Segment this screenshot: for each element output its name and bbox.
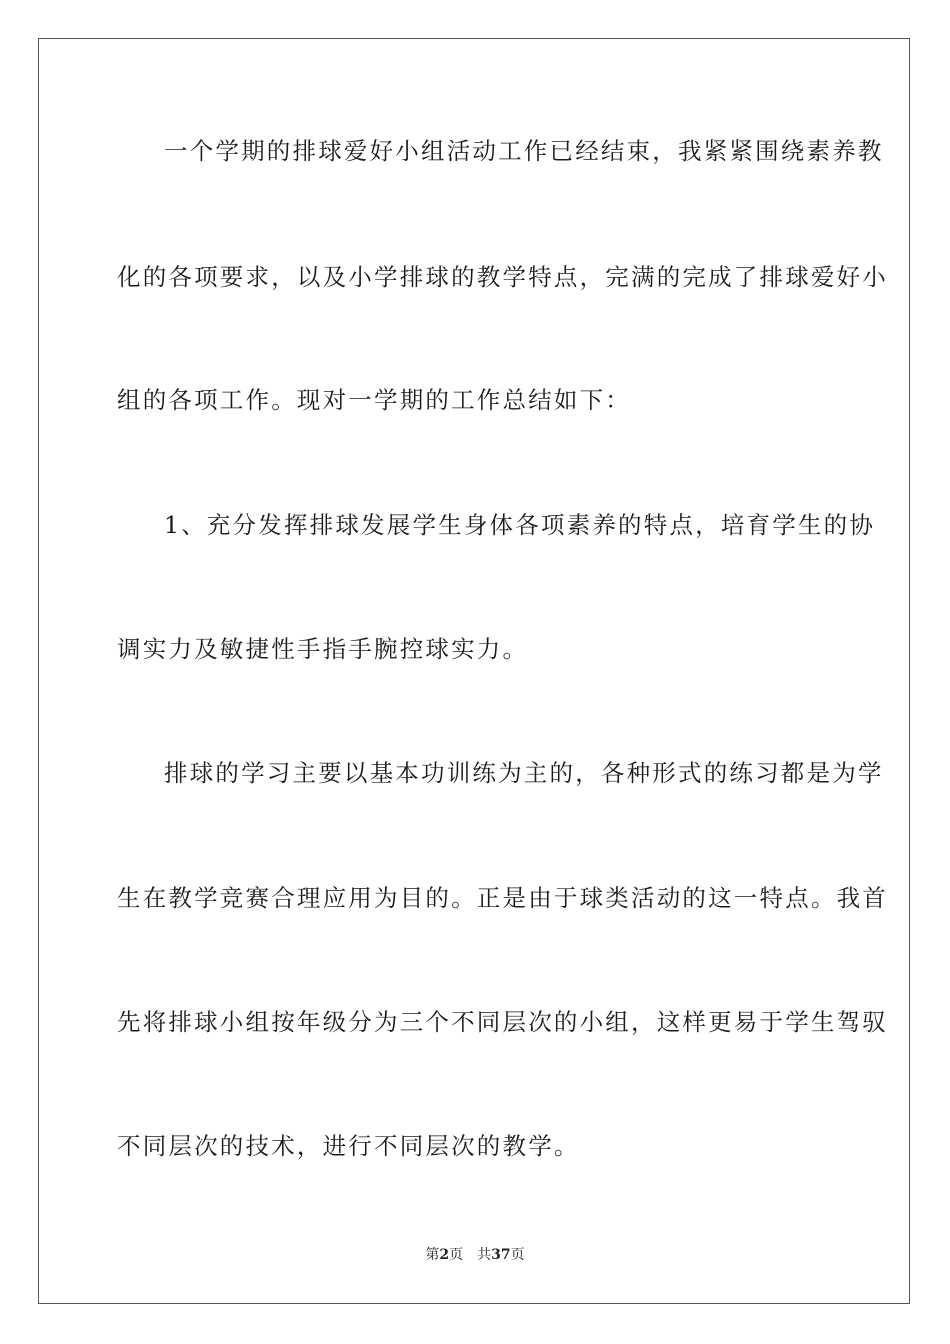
paragraph-line: 一个学期的排球爱好小组活动工作已经结束，我紧紧围绕素养教 [164, 137, 884, 165]
paragraph-line: 先将排球小组按年级分为三个不同层次的小组，这样更易于学生驾驭 [117, 1008, 888, 1036]
paragraph-line: 1、充分发挥排球发展学生身体各项素养的特点，培育学生的协 [164, 511, 876, 539]
paragraph-line: 化的各项要求，以及小学排球的教学特点，完满的完成了排球爱好小 [117, 263, 888, 291]
footer-prefix: 第 [425, 1247, 440, 1263]
footer-page-suffix: 页 [449, 1247, 464, 1263]
paragraph-line: 不同层次的技术，进行不同层次的教学。 [117, 1132, 580, 1160]
paragraph-line: 排球的学习主要以基本功训练为主的，各种形式的练习都是为学 [164, 759, 884, 787]
page-footer [0, 1246, 950, 1264]
total-pages: 37 [491, 1247, 511, 1263]
page-number: 2 [439, 1247, 450, 1263]
paragraph-line: 调实力及敏捷性手指手腕控球实力。 [117, 635, 529, 663]
page-frame [38, 38, 910, 1304]
footer-total-prefix: 共 [477, 1247, 492, 1263]
footer-total-suffix: 页 [510, 1247, 525, 1263]
paragraph-line: 组的各项工作。现对一学期的工作总结如下： [117, 386, 631, 414]
paragraph-line: 生在教学竞赛合理应用为目的。正是由于球类活动的这一特点。我首 [117, 884, 888, 912]
